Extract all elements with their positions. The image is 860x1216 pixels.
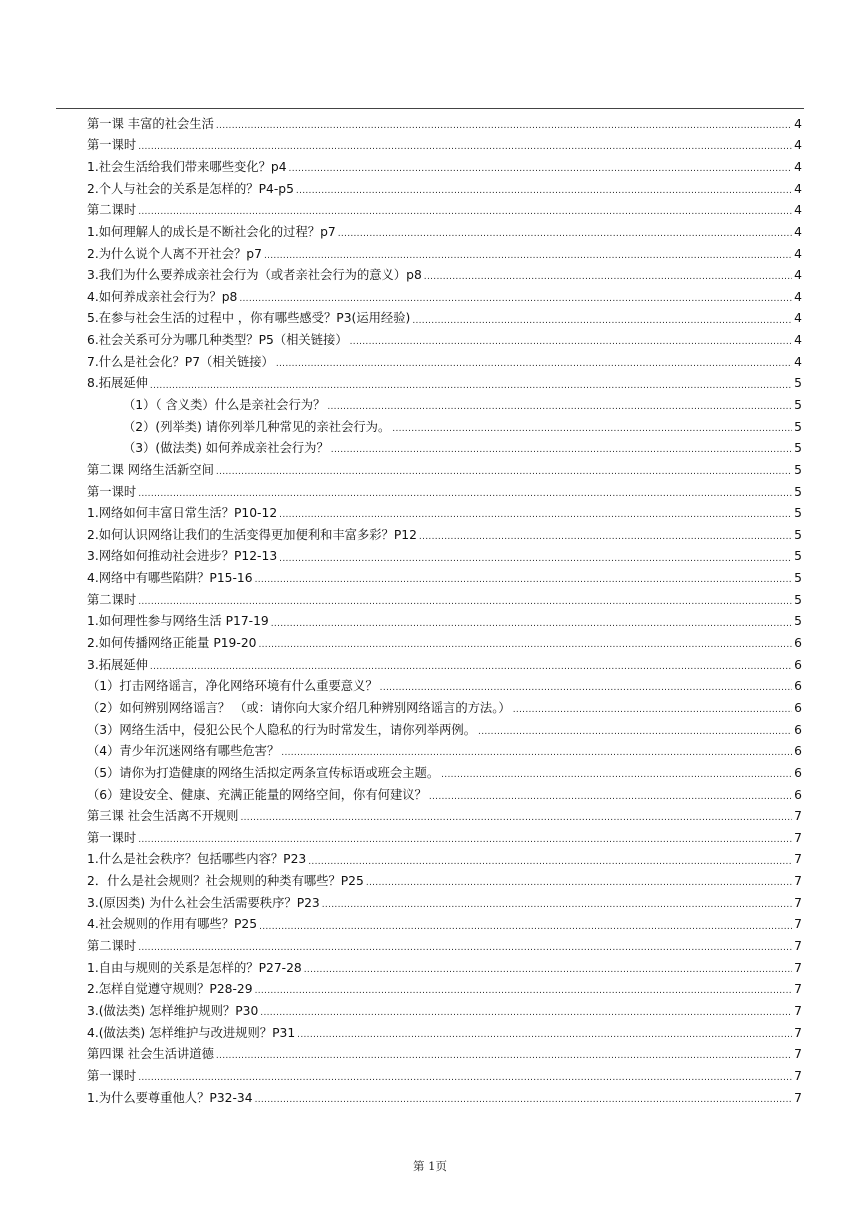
toc-entry[interactable]	[87, 957, 802, 979]
dot-leader	[478, 725, 792, 737]
toc-entry[interactable]	[87, 567, 802, 589]
toc-title: 第一课 丰富的社会生活	[87, 116, 214, 131]
dot-leader	[216, 1049, 792, 1061]
toc-title: 4.网络中有哪些陷阱？P15-16	[87, 571, 253, 586]
toc-title: 3.(原因类) 为什么社会生活需要秩序？P23	[87, 895, 320, 910]
toc-title: （2）(列举类) 请你列举几种常见的亲社会行为。	[123, 419, 391, 434]
toc-entry[interactable]	[87, 1044, 802, 1066]
toc-entry[interactable]	[87, 632, 802, 654]
toc-entry[interactable]	[87, 697, 802, 719]
toc-entry[interactable]	[87, 827, 802, 849]
toc-title: 第二课时	[87, 939, 137, 954]
dot-leader	[264, 249, 792, 261]
dot-leader	[255, 1093, 792, 1105]
toc-page: 5	[794, 462, 802, 477]
header-rule	[56, 108, 804, 109]
dot-leader	[138, 487, 792, 499]
toc-page: 5	[794, 571, 802, 586]
dot-leader	[429, 790, 792, 802]
toc-entry[interactable]	[87, 264, 802, 286]
toc-entry[interactable]	[87, 1087, 802, 1109]
toc-page: 6	[794, 765, 802, 780]
dot-leader	[322, 898, 792, 910]
toc-title: 4.(做法类) 怎样维护与改进规则？P31	[87, 1025, 296, 1040]
toc-title: 第二课 网络生活新空间	[87, 462, 214, 477]
toc-title: 3.拓展延伸	[87, 657, 148, 672]
dot-leader	[216, 119, 792, 131]
toc-page: 4	[794, 289, 802, 304]
toc-page: 7	[794, 830, 802, 845]
toc-page: 5	[794, 592, 802, 607]
toc-title: （2）如何辨别网络谣言？ （或：请你向大家介绍几种辨别网络谣言的方法。）	[87, 700, 511, 715]
toc-entry[interactable]	[87, 870, 802, 892]
toc-page: 7	[794, 1090, 802, 1105]
dot-leader	[150, 379, 792, 391]
toc-page: 5	[794, 441, 802, 456]
toc-page: 4	[794, 224, 802, 239]
toc-page: 4	[794, 354, 802, 369]
toc-page: 5	[794, 376, 802, 391]
table-of-contents	[87, 113, 802, 1108]
dot-leader	[138, 595, 792, 607]
page-number-footer: 第 1页	[413, 1159, 447, 1173]
dot-leader	[441, 768, 792, 780]
toc-page: 7	[794, 1025, 802, 1040]
toc-title: （1）（ 含义类）什么是亲社会行为？	[123, 398, 326, 412]
dot-leader	[412, 314, 792, 326]
toc-title: （3）网络生活中，侵犯公民个人隐私的行为时常发生，请你列举两例。	[87, 722, 477, 737]
toc-title: 3.(做法类) 怎样维护规则？P30	[87, 1003, 259, 1018]
toc-entry[interactable]	[87, 849, 802, 871]
toc-title: （6）建设安全、健康、充满正能量的网络空间，你有何建议？	[87, 787, 427, 802]
toc-entry[interactable]	[87, 892, 802, 914]
toc-title: （4）青少年沉迷网络有哪些危害？	[87, 744, 280, 759]
dot-leader	[150, 660, 792, 672]
dot-leader	[138, 833, 792, 845]
toc-page: 4	[794, 311, 802, 326]
toc-page: 7	[794, 809, 802, 824]
toc-entry[interactable]	[87, 762, 802, 784]
toc-entry[interactable]	[87, 438, 802, 460]
dot-leader	[279, 508, 792, 520]
toc-title: 第一课时	[87, 830, 137, 845]
dot-leader	[296, 184, 792, 196]
toc-title: 2．什么是社会规则？社会规则的种类有哪些？P25	[87, 874, 364, 889]
toc-page: 7	[794, 895, 802, 910]
dot-leader	[281, 746, 792, 758]
dot-leader	[424, 270, 792, 282]
toc-entry[interactable]	[87, 784, 802, 806]
dot-leader	[380, 681, 792, 693]
toc-entry[interactable]	[87, 329, 802, 351]
toc-entry[interactable]	[87, 459, 802, 481]
toc-title: 2.个人与社会的关系是怎样的？P4-p5	[87, 181, 294, 196]
toc-entry[interactable]	[87, 156, 802, 178]
toc-page: 4	[794, 181, 802, 196]
toc-page: 7	[794, 960, 802, 975]
toc-entry[interactable]	[87, 589, 802, 611]
toc-title: 第二课时	[87, 592, 137, 607]
toc-page: 4	[794, 268, 802, 283]
toc-entry[interactable]	[87, 286, 802, 308]
toc-page: 7	[794, 852, 802, 867]
toc-page: 5	[794, 614, 802, 629]
toc-page: 6	[794, 700, 802, 715]
toc-page: 4	[794, 159, 802, 174]
toc-entry[interactable]	[87, 806, 802, 828]
dot-leader	[279, 552, 792, 564]
toc-title: 7.什么是社会化？P7（相关链接）	[87, 354, 274, 369]
dot-leader	[138, 1071, 792, 1083]
toc-title: 1.为什么要尊重他人？P32-34	[87, 1090, 253, 1105]
toc-title: 2.如何认识网络让我们的生活变得更加便利和丰富多彩？P12	[87, 527, 417, 542]
dot-leader	[138, 941, 792, 953]
toc-title: （3）(做法类) 如何养成亲社会行为？	[123, 441, 329, 456]
toc-title: 第四课 社会生活讲道德	[87, 1047, 214, 1062]
toc-title: 1.社会生活给我们带来哪些变化？p4	[87, 159, 287, 174]
dot-leader	[289, 162, 792, 174]
dot-leader	[276, 357, 792, 369]
toc-title: 3.我们为什么要养成亲社会行为（或者亲社会行为的意义）p8	[87, 268, 422, 283]
toc-entry[interactable]	[87, 135, 802, 157]
dot-leader	[308, 855, 792, 867]
toc-page: 6	[794, 744, 802, 759]
toc-title: 1.如何理性参与网络生活 P17-19	[87, 614, 269, 629]
toc-page: 6	[794, 722, 802, 737]
dot-leader	[258, 638, 792, 650]
toc-page: 6	[794, 679, 802, 694]
toc-entry[interactable]	[87, 979, 802, 1001]
toc-entry[interactable]	[87, 611, 802, 633]
toc-entry[interactable]	[87, 373, 802, 395]
toc-page: 5	[794, 527, 802, 542]
toc-entry[interactable]	[87, 113, 802, 135]
dot-leader	[216, 465, 792, 477]
toc-title: 2.为什么说个人离不开社会？p7	[87, 246, 262, 261]
dot-leader	[255, 573, 792, 585]
toc-page: 4	[794, 116, 802, 131]
dot-leader	[260, 1006, 792, 1018]
toc-title: 第一课时	[87, 484, 137, 499]
toc-entry[interactable]	[87, 654, 802, 676]
toc-title: 1.自由与规则的关系是怎样的？P27-28	[87, 960, 302, 975]
dot-leader	[419, 530, 792, 542]
toc-title: 第二课时	[87, 203, 137, 218]
toc-title: 4.如何养成亲社会行为？p8	[87, 289, 238, 304]
toc-title: 4.社会规则的作用有哪些？P25	[87, 917, 258, 932]
toc-page: 7	[794, 874, 802, 889]
toc-title: 8.拓展延伸	[87, 376, 148, 391]
toc-title: 第一课时	[87, 138, 137, 153]
toc-page: 6	[794, 787, 802, 802]
toc-title: 1.网络如何丰富日常生活？P10-12	[87, 506, 278, 521]
toc-page: 5	[794, 419, 802, 434]
toc-page: 5	[794, 506, 802, 521]
toc-page: 6	[794, 657, 802, 672]
toc-page: 5	[794, 398, 802, 412]
toc-entry[interactable]	[87, 178, 802, 200]
toc-page: 4	[794, 203, 802, 218]
dot-leader	[327, 400, 792, 412]
toc-entry[interactable]	[87, 308, 802, 330]
toc-title: （5）请你为打造健康的网络生活拟定两条宣传标语或班会主题。	[87, 765, 440, 780]
toc-entry[interactable]	[87, 221, 802, 243]
dot-leader	[331, 443, 792, 455]
toc-entry[interactable]	[87, 481, 802, 503]
toc-page: 7	[794, 939, 802, 954]
dot-leader	[240, 811, 792, 823]
toc-entry[interactable]	[87, 524, 802, 546]
toc-page: 6	[794, 636, 802, 651]
toc-page: 7	[794, 982, 802, 997]
toc-entry[interactable]	[87, 503, 802, 525]
toc-entry[interactable]	[87, 1000, 802, 1022]
toc-entry[interactable]	[87, 416, 802, 438]
dot-leader	[239, 292, 792, 304]
toc-page: 7	[794, 1068, 802, 1083]
toc-page: 7	[794, 1047, 802, 1062]
dot-leader	[366, 876, 792, 888]
dot-leader	[513, 703, 792, 715]
toc-entry[interactable]	[87, 935, 802, 957]
toc-entry[interactable]	[87, 243, 802, 265]
toc-page: 7	[794, 1003, 802, 1018]
toc-entry[interactable]	[87, 546, 802, 568]
dot-leader	[304, 963, 792, 975]
toc-entry[interactable]	[87, 200, 802, 222]
toc-page: 5	[794, 549, 802, 564]
toc-entry[interactable]	[87, 914, 802, 936]
toc-title: 2.如何传播网络正能量 P19-20	[87, 636, 257, 651]
toc-entry[interactable]	[87, 676, 802, 698]
toc-title: 1.什么是社会秩序？包括哪些内容？P23	[87, 852, 307, 867]
toc-entry[interactable]	[87, 741, 802, 763]
toc-title: 5.在参与社会生活的过程中 ，你有哪些感受？P3(运用经验)	[87, 311, 411, 326]
dot-leader	[138, 205, 792, 217]
toc-entry[interactable]	[87, 351, 802, 373]
toc-page: 7	[794, 917, 802, 932]
toc-entry[interactable]	[87, 1065, 802, 1087]
dot-leader	[138, 140, 792, 152]
toc-title: 第一课时	[87, 1068, 137, 1083]
toc-page: 4	[794, 246, 802, 261]
dot-leader	[350, 335, 792, 347]
dot-leader	[338, 227, 792, 239]
toc-entry[interactable]	[87, 1022, 802, 1044]
toc-title: 3.网络如何推动社会进步？P12-13	[87, 549, 278, 564]
toc-title: （1）打击网络谣言，净化网络环境有什么重要意义？	[87, 679, 378, 694]
toc-page: 4	[794, 138, 802, 153]
dot-leader	[271, 617, 792, 629]
toc-page: 4	[794, 333, 802, 348]
toc-title: 6.社会关系可分为哪几种类型？P5（相关链接）	[87, 333, 348, 348]
dot-leader	[297, 1028, 792, 1040]
toc-entry[interactable]	[87, 719, 802, 741]
toc-title: 1.如何理解人的成长是不断社会化的过程？p7	[87, 224, 336, 239]
toc-title: 第三课 社会生活离不开规则	[87, 809, 239, 824]
dot-leader	[255, 984, 792, 996]
toc-title: 2.怎样自觉遵守规则？P28-29	[87, 982, 253, 997]
dot-leader	[392, 422, 792, 434]
dot-leader	[259, 920, 792, 932]
toc-entry[interactable]	[87, 394, 802, 416]
toc-page: 5	[794, 484, 802, 499]
